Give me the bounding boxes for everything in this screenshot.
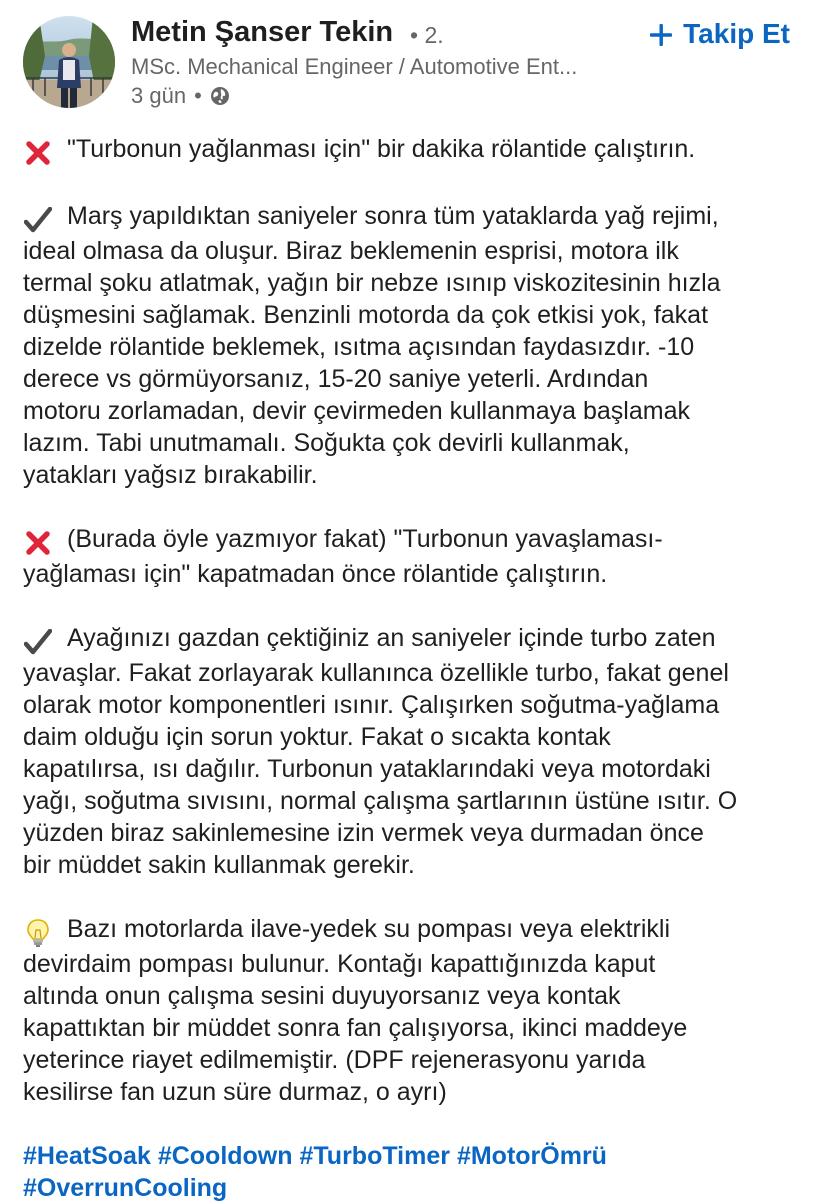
post-time: 3 gün [131, 83, 187, 108]
post-text-line: kapatılırsa, ısı dağılır. Turbonun yataklarındaki veya motordaki [23, 755, 711, 783]
post-text-line: bir müddet sakin kullanmak gerekir. [23, 851, 415, 879]
post-text-line: yağı, soğutma sıvısını, normal çalışma şartlarının üstüne ısıtır. O [23, 787, 738, 815]
plus-icon [649, 22, 673, 46]
post-text-line: altında onun çalışma sesini duyuyorsanız veya kontak [23, 982, 621, 1011]
post-text-line: termal şoku atlatmak, yağın bir nebze ısınıp viskozitesinin hızla [23, 269, 721, 297]
post-paragraph [23, 523, 803, 590]
cross-mark-icon [23, 526, 53, 558]
post-text-line: (Burada öyle yazmıyor fakat) "Turbonun yavaşlaması- [67, 525, 663, 553]
globe-icon [210, 86, 230, 106]
post-text-line: yağlaması için" kapatmadan önce rölantide çalıştırın. [23, 560, 608, 588]
post-text-line: Marş yapıldıktan saniyeler sonra tüm yataklarda yağ rejimi, [67, 202, 719, 230]
author-headline: MSc. Mechanical Engineer / Automotive Ent... [131, 54, 578, 79]
post-header [0, 0, 818, 118]
post-text-line: lazım. Tabi unutmamalı. Soğukta çok devirli kullanmak, [23, 429, 630, 457]
post-paragraph [23, 133, 803, 168]
post-text-line: yavaşlar. Fakat zorlayarak kullanınca özellikle turbo, fakat genel [23, 659, 729, 687]
connection-degree: • 2. [410, 22, 444, 48]
post-text-line: kapattıktan bir müddet sonra fan çalışıyorsa, ikinci maddeye [23, 1014, 688, 1043]
hashtag-link[interactable]: #Cooldown [157, 1142, 293, 1171]
post-text-line: yeterince riayet edilmemiştir. (DPF rejenerasyonu yarıda [23, 1046, 646, 1075]
hashtag-link[interactable]: #HeatSoak [23, 1142, 151, 1171]
post-paragraph [23, 913, 803, 1108]
post-text-line: Bazı motorlarda ilave-yedek su pompası veya elektrikli [67, 915, 671, 943]
light-bulb-icon [23, 916, 53, 948]
post-text-line: derece vs görmüyorsanız, 15-20 saniye yeterli. Ardından [23, 365, 649, 393]
follow-button[interactable] [649, 18, 790, 50]
post-paragraph [23, 200, 803, 491]
check-mark-icon [23, 203, 53, 235]
post-body [23, 133, 803, 1204]
meta-separator: • [194, 83, 202, 108]
follow-label: Takip Et [683, 18, 790, 49]
post-meta [131, 83, 230, 109]
check-mark-icon [23, 625, 53, 657]
post-text-line: düşmesini sağlamak. Benzinli motorda da çok etkisi yok, fakat [23, 301, 709, 329]
hashtag-link[interactable]: #MotorÖmrü [456, 1142, 607, 1171]
post-text-line: daim olduğu için sorun yoktur. Fakat o sıcakta kontak [23, 723, 611, 751]
post-text-line: ideal olmasa da oluşur. Biraz beklemenin esprisi, motora ilk [23, 237, 679, 265]
avatar[interactable] [23, 16, 115, 108]
hashtags [23, 1140, 803, 1204]
post-text-line: kesilirse fan uzun süre durmaz, o ayrı) [23, 1078, 447, 1107]
post-text-line: olarak motor komponentleri ısınır. Çalışırken soğutma-yağlama [23, 691, 720, 719]
post-text-line: Ayağınızı gazdan çektiğiniz an saniyeler içinde turbo zaten [67, 624, 716, 652]
post-text-line: motoru zorlamadan, devir çevirmeden kullanmaya başlamak [23, 397, 690, 425]
cross-mark-icon [23, 136, 53, 168]
hashtag-link[interactable]: #TurboTimer [299, 1142, 450, 1171]
post-text-line: yatakları yağsız bırakabilir. [23, 461, 318, 489]
post-paragraph [23, 622, 803, 881]
hashtag-link[interactable]: #OverrunCooling [23, 1174, 228, 1203]
author-name[interactable]: Metin Şanser Tekin [131, 16, 394, 48]
post-text-line: yüzden biraz sakinlemesine izin vermek veya durmadan önce [23, 819, 704, 847]
post-text-line: "Turbonun yağlanması için" bir dakika rölantide çalıştırın. [67, 135, 696, 163]
post-text-line: dizelde rölantide beklemek, ısıtma açısından faydasızdır. -10 [23, 333, 695, 361]
post-text-line: devirdaim pompası bulunur. Kontağı kapattığınızda kaput [23, 950, 656, 979]
